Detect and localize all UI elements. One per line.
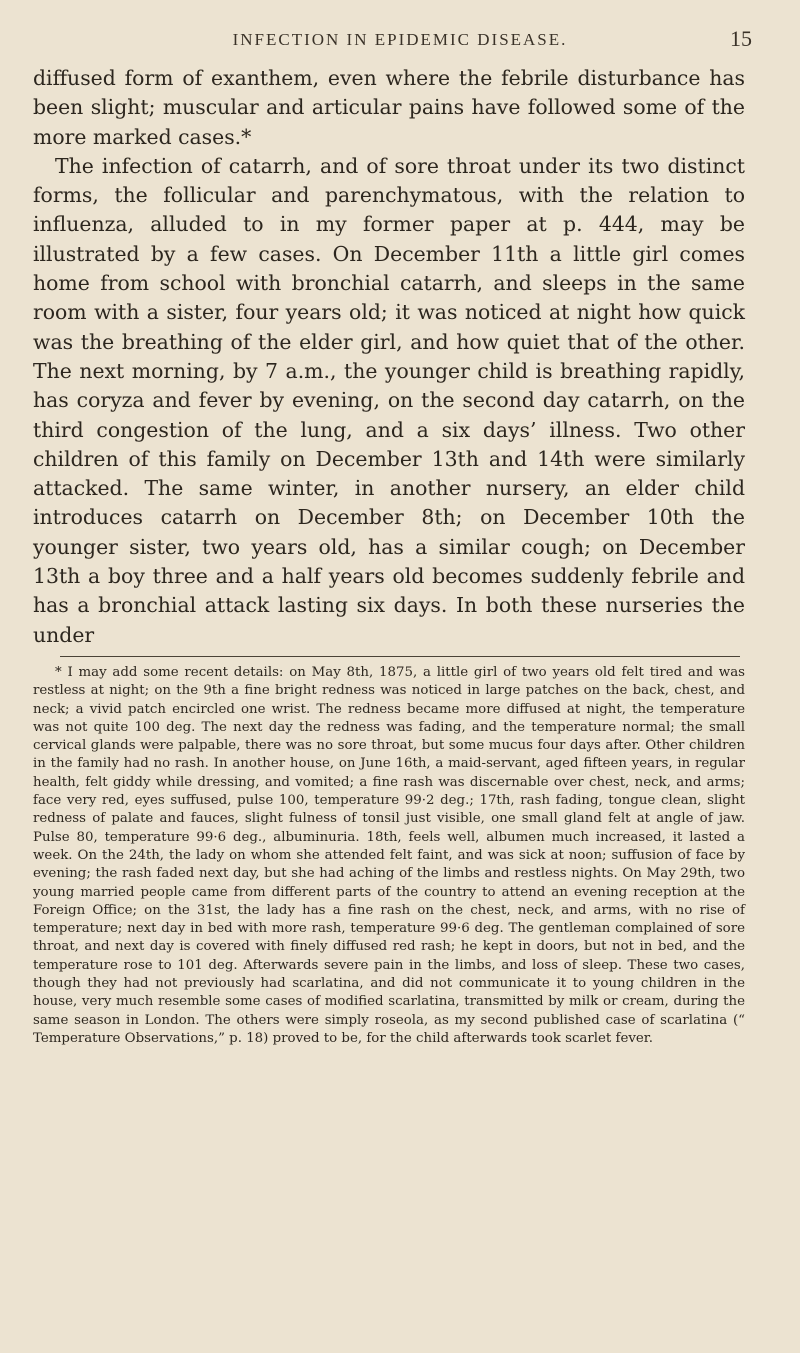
running-title: INFECTION IN EPIDEMIC DISEASE. bbox=[232, 30, 568, 49]
running-head bbox=[0, 26, 800, 56]
main-text bbox=[33, 64, 745, 650]
footnote: * I may add some recent details: on May 8th, 1875, a little girl of two years old felt tired and was restless at night; on the 9th a fine bright redness was noticed in large patches on the back, chest, and neck; a vivid patch encircled one wrist. The redness became more diffused at night, the temperature was not quite 100 deg. The next day the redness was fading, and the temperature normal; the small cervical glands were palpable, there was no sore throat, but some mucus four days after. Other children in the family had no rash. In another house, on June 16th, a maid-servant, aged fifteen years, in regular health, felt giddy while dressing, and vomited; a fine rash was discernable over chest, neck, and arms; face very red, eyes suffused, pulse 100, temperature 99·2 deg.; 17th, rash fading, tongue clean, slight redness of palate and fauces, slight fulness of tonsil just visible, one small gland felt at angle of jaw. Pulse 80, temperature 99·6 deg., albuminuria. 18th, feels well, albumen much increased, it lasted a week. On the 24th, the lady on whom she attended felt faint, and was sick at noon; suffusion of face by evening; the rash faded next day, but she had aching of the limbs and restless nights. On May 29th, two young married people came from different parts of the country to attend an evening reception at the Foreign Office; on the 31st, the lady has a fine rash on the chest, neck, and arms, with no rise of temperature; next day in bed with more rash, temperature 99·6 deg. The gentleman complained of sore throat, and next day is covered with finely diffused red rash; he kept in doors, but not in bed, and the temperature rose to 101 deg. Afterwards severe pain in the limbs, and loss of sleep. These two cases, though they had not previously had scarlatina, and did not communicate it to young children in the house, very much resemble some cases of modified scarlatina, transmitted by milk or cream, during the same season in London. The others were simply roseola, as my second published case of scarlatina (“ Temperature Observations,” p. 18) proved to be, for the child afterwards took scarlet fever. bbox=[33, 665, 745, 1046]
footnote-separator bbox=[60, 656, 740, 657]
page-number: 15 bbox=[730, 26, 752, 51]
paragraph-continuation: diffused form of exanthem, even where the febrile disturbance has been slight; muscular and articular pains have followed some of the more marked cases.* bbox=[33, 66, 745, 149]
paragraph-catarrh-infection: The infection of catarrh, and of sore throat under its two distinct forms, the follicular and parenchymatous, with the relation to influenza, alluded to in my former paper at p. 444, may be illustrated by a few cases. On December 11th a little girl comes home from school with bronchial catarrh, and sleeps in the same room with a sister, four years old; it was noticed at night how quick was the breathing of the elder girl, and how quiet that of the other. The next morning, by 7 a.m., the younger child is breathing rapidly, has coryza and fever by evening, on the second day catarrh, on the third congestion of the lung, and a six days’ illness. Two other children of this family on December 13th and 14th were similarly attacked. The same winter, in another nursery, an elder child introduces catarrh on December 8th; on December 10th the younger sister, two years old, has a similar cough; on December 13th a boy three and a half years old becomes suddenly febrile and has a bronchial attack lasting six days. In both these nurseries the under bbox=[33, 153, 745, 647]
